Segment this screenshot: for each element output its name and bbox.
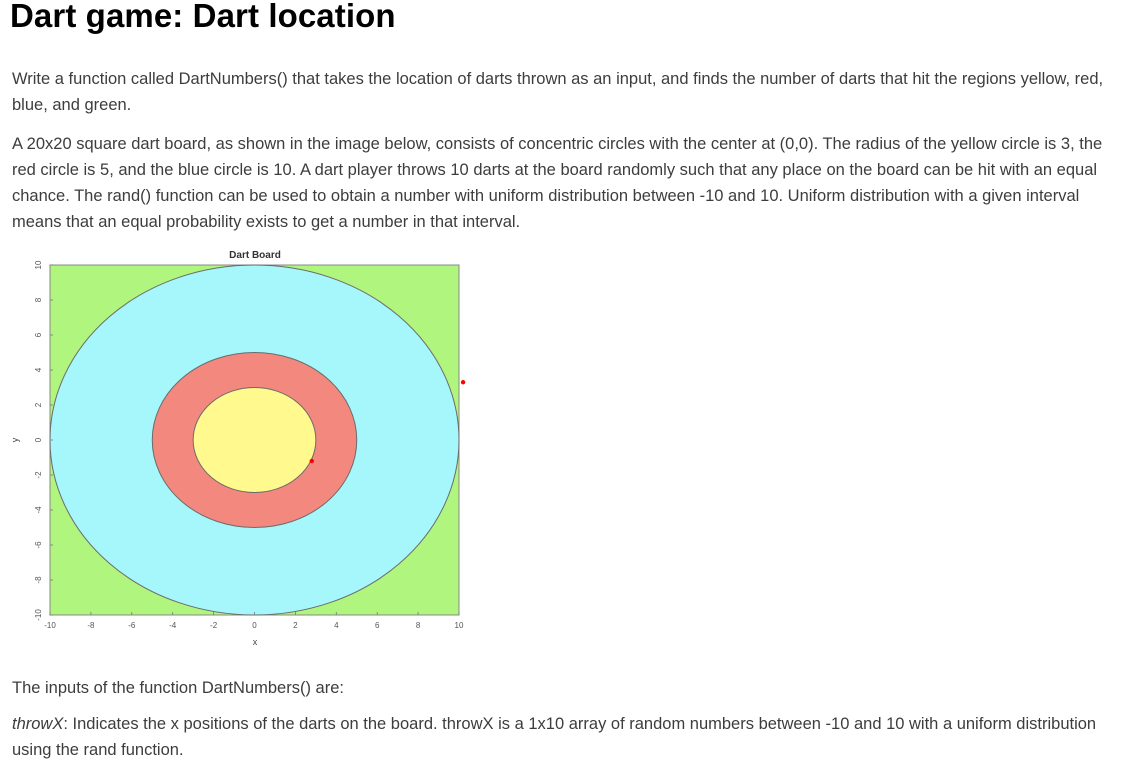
y-tick-label: 8 xyxy=(34,297,43,303)
y-axis-label: y xyxy=(10,437,20,443)
throwx-description: : Indicates the x positions of the darts on the board. throwX is a 1x10 array of random numbers between -10 and 10 with a uniform distribution using the rand function. xyxy=(12,715,1097,759)
dart-point xyxy=(310,459,314,463)
blue-region xyxy=(50,265,459,615)
x-tick-label: -6 xyxy=(128,621,136,630)
throwx-paragraph xyxy=(12,711,1112,763)
x-tick-label: -2 xyxy=(210,621,218,630)
x-tick-label: 8 xyxy=(415,621,421,630)
x-axis-label: x xyxy=(252,637,258,647)
y-tick-label: 0 xyxy=(34,437,43,443)
inputs-heading: The inputs of the function DartNumbers() are: xyxy=(12,679,344,697)
y-tick-label: -6 xyxy=(34,541,43,549)
x-tick-label: 4 xyxy=(334,621,339,630)
description-paragraph: A 20x20 square dart board, as shown in the image below, consists of concentric circles with the center at (0,0). The radius of the yellow circle is 3, the red circle is 5, and the blue circle is 10. A dart player throws 10 darts at the board randomly such that any place on the board can be hit with an equal chance. The rand() function can be used to obtain a number with uniform distribution between -10 and 10. Uniform distribution with a given interval means that an equal probability exists to get a number in that interval. xyxy=(12,135,1103,231)
x-tick-label: 0 xyxy=(252,621,257,630)
x-tick-label: 2 xyxy=(293,621,298,630)
x-tick-label: -10 xyxy=(44,621,56,630)
red-region xyxy=(152,353,357,528)
yellow-region xyxy=(193,388,316,493)
throwx-term: throwX xyxy=(12,715,64,733)
x-tick-label: 10 xyxy=(454,621,464,630)
y-tick-label: 10 xyxy=(34,260,43,270)
y-tick-label: 4 xyxy=(34,367,43,373)
y-tick-label: 6 xyxy=(34,332,43,338)
y-tick-label: -2 xyxy=(34,471,43,479)
intro-paragraph: Write a function called DartNumbers() that takes the location of darts thrown as an input, and finds the number of darts that hit the regions yellow, red, blue, and green. xyxy=(12,70,1104,114)
y-tick-label: -4 xyxy=(34,506,43,514)
x-tick-label: -4 xyxy=(169,621,177,630)
page-title: Dart game: Dart location xyxy=(10,0,396,34)
chart-title: Dart Board xyxy=(229,250,281,261)
y-tick-label: -10 xyxy=(34,609,43,621)
y-tick-label: 2 xyxy=(34,402,43,408)
dart-point xyxy=(461,380,465,384)
x-tick-label: 6 xyxy=(374,621,380,630)
y-tick-label: -8 xyxy=(34,576,43,584)
x-tick-label: -8 xyxy=(87,621,95,630)
green-region xyxy=(50,265,459,615)
